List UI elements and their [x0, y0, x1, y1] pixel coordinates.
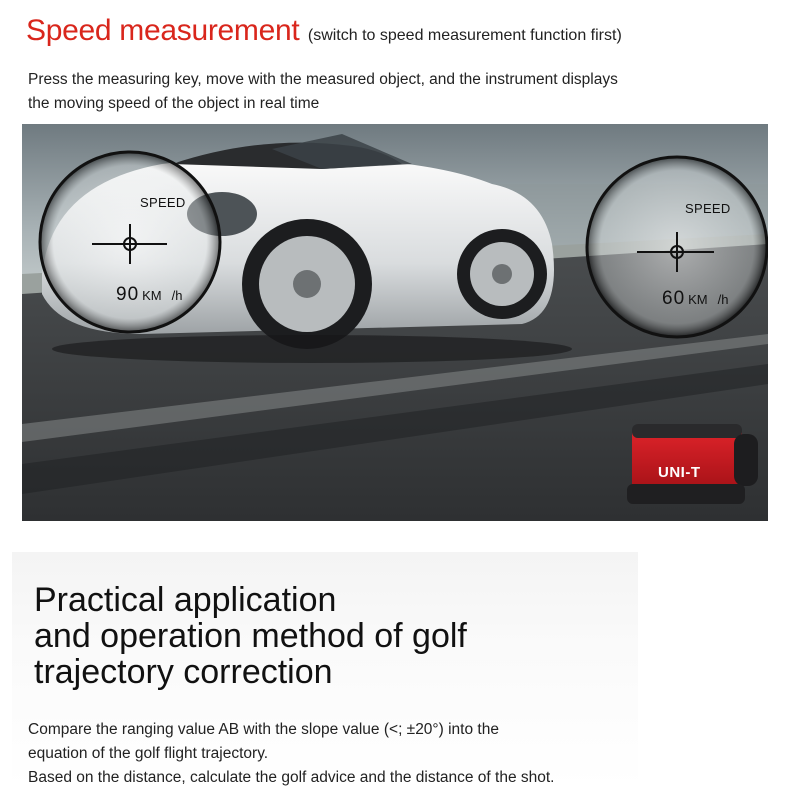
- title-row: [26, 14, 622, 48]
- left-scope-speed-readout: [116, 284, 182, 306]
- page-subtitle: (switch to speed measurement function first): [307, 27, 622, 44]
- right-scope-speed-value: 60: [662, 288, 686, 309]
- headline-line-1: Practical application: [34, 581, 337, 619]
- left-scope-speed-per: /h: [171, 288, 183, 303]
- intro-text: [28, 68, 768, 116]
- headline-line-3: trajectory correction: [34, 653, 333, 691]
- left-scope-speed-value: 90: [116, 284, 140, 305]
- right-scope-speed-per: /h: [717, 292, 729, 307]
- photo-illustration: [22, 124, 768, 521]
- body-line-2: equation of the golf flight trajectory.: [28, 745, 269, 762]
- page-title: Speed measurement: [26, 14, 300, 47]
- body-line-3: Based on the distance, calculate the golf advice and the distance of the shot.: [28, 769, 555, 786]
- car-speed-photo: [22, 124, 768, 521]
- golf-section-body: [28, 718, 555, 788]
- device-brand-logo: UNI-T: [658, 464, 701, 481]
- left-scope-speed-unit: KM: [142, 288, 162, 303]
- right-scope-speed-label: SPEED: [685, 201, 731, 216]
- right-scope-speed-readout: [662, 288, 728, 310]
- intro-line-2: the moving speed of the object in real time: [28, 95, 320, 112]
- body-line-1: Compare the ranging value AB with the slope value (<; ±20°) into the: [28, 721, 499, 738]
- golf-section-headline: [34, 582, 467, 690]
- headline-line-2: and operation method of golf: [34, 617, 467, 655]
- right-scope-speed-unit: KM: [688, 292, 708, 307]
- intro-line-1: Press the measuring key, move with the measured object, and the instrument displays: [28, 71, 618, 88]
- left-scope-speed-label: SPEED: [140, 195, 186, 210]
